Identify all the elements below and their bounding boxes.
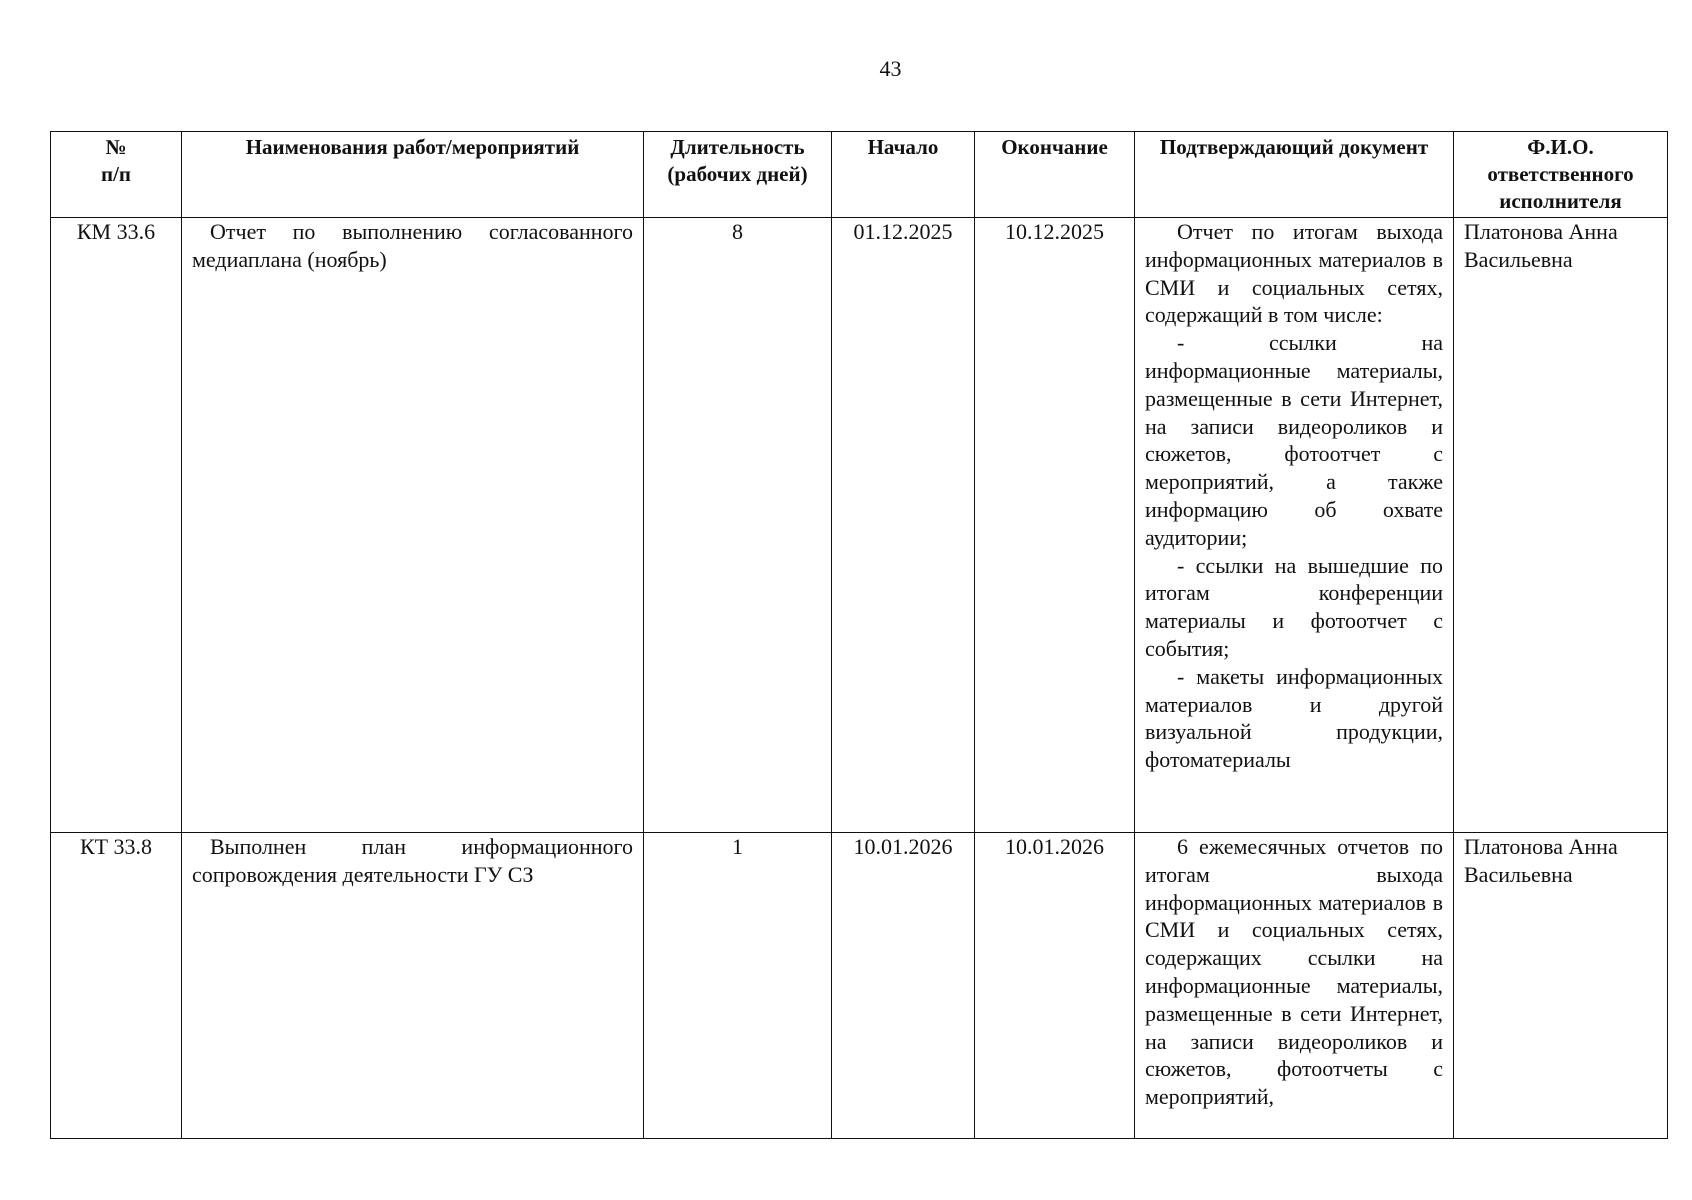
document-paragraph: - макеты информационных материалов и другой визуальной продукции, фотоматериалы [1145, 663, 1443, 773]
header-number [51, 132, 182, 218]
document-paragraph: - ссылки на информационные материалы, размещенные в сети Интернет, на записи видеороликов и сюжетов, фотоотчет с мероприятий, а также информацию об охвате аудитории; [1145, 330, 1443, 550]
table-row [51, 218, 1668, 833]
work-plan-table [50, 131, 1668, 1139]
header-duration: Длительность (рабочих дней) [644, 132, 832, 218]
row-duration: 8 [644, 218, 832, 833]
header-number-sign: № [105, 135, 127, 159]
row-name: Выполнен план информационного сопровождения деятельности ГУ СЗ [182, 833, 644, 1139]
row-start-date: 01.12.2025 [832, 218, 975, 833]
document-paragraph: Отчет по итогам выхода информационных материалов в СМИ и социальных сетях, содержащий в том числе: [1145, 219, 1443, 328]
row-number: КТ 33.8 [51, 833, 182, 1139]
row-responsible: Платонова Анна Васильевна [1454, 218, 1668, 833]
header-start: Начало [832, 132, 975, 218]
header-responsible: Ф.И.О. ответственного исполнителя [1454, 132, 1668, 218]
row-responsible: Платонова Анна Васильевна [1454, 833, 1668, 1139]
header-document: Подтверждающий документ [1135, 132, 1454, 218]
row-duration: 1 [644, 833, 832, 1139]
header-name: Наименования работ/мероприятий [182, 132, 644, 218]
row-end-date: 10.12.2025 [975, 218, 1135, 833]
header-number-abbr: п/п [100, 162, 132, 186]
row-document [1135, 218, 1454, 833]
row-end-date: 10.01.2026 [975, 833, 1135, 1139]
row-name: Отчет по выполнению согласованного медиаплана (ноябрь) [182, 218, 644, 833]
page-number: 43 [879, 56, 902, 81]
document-paragraph: - ссылки на вышедшие по итогам конференции материалы и фотоотчет с события; [1145, 552, 1443, 661]
row-document [1135, 833, 1454, 1139]
header-end: Окончание [975, 132, 1135, 218]
row-start-date: 10.01.2026 [832, 833, 975, 1139]
document-clip [1145, 833, 1443, 1138]
row-number: КМ 33.6 [51, 218, 182, 833]
table-row [51, 833, 1668, 1139]
table-header-row [51, 132, 1668, 218]
document-paragraph: 6 ежемесячных отчетов по итогам выхода информационных материалов в СМИ и социальных сетях, содержащих ссылки на информационные материалы, размещенные в сети Интернет, на записи видеороликов и сюжетов, фотоотчеты с мероприятий, [1145, 834, 1443, 1110]
